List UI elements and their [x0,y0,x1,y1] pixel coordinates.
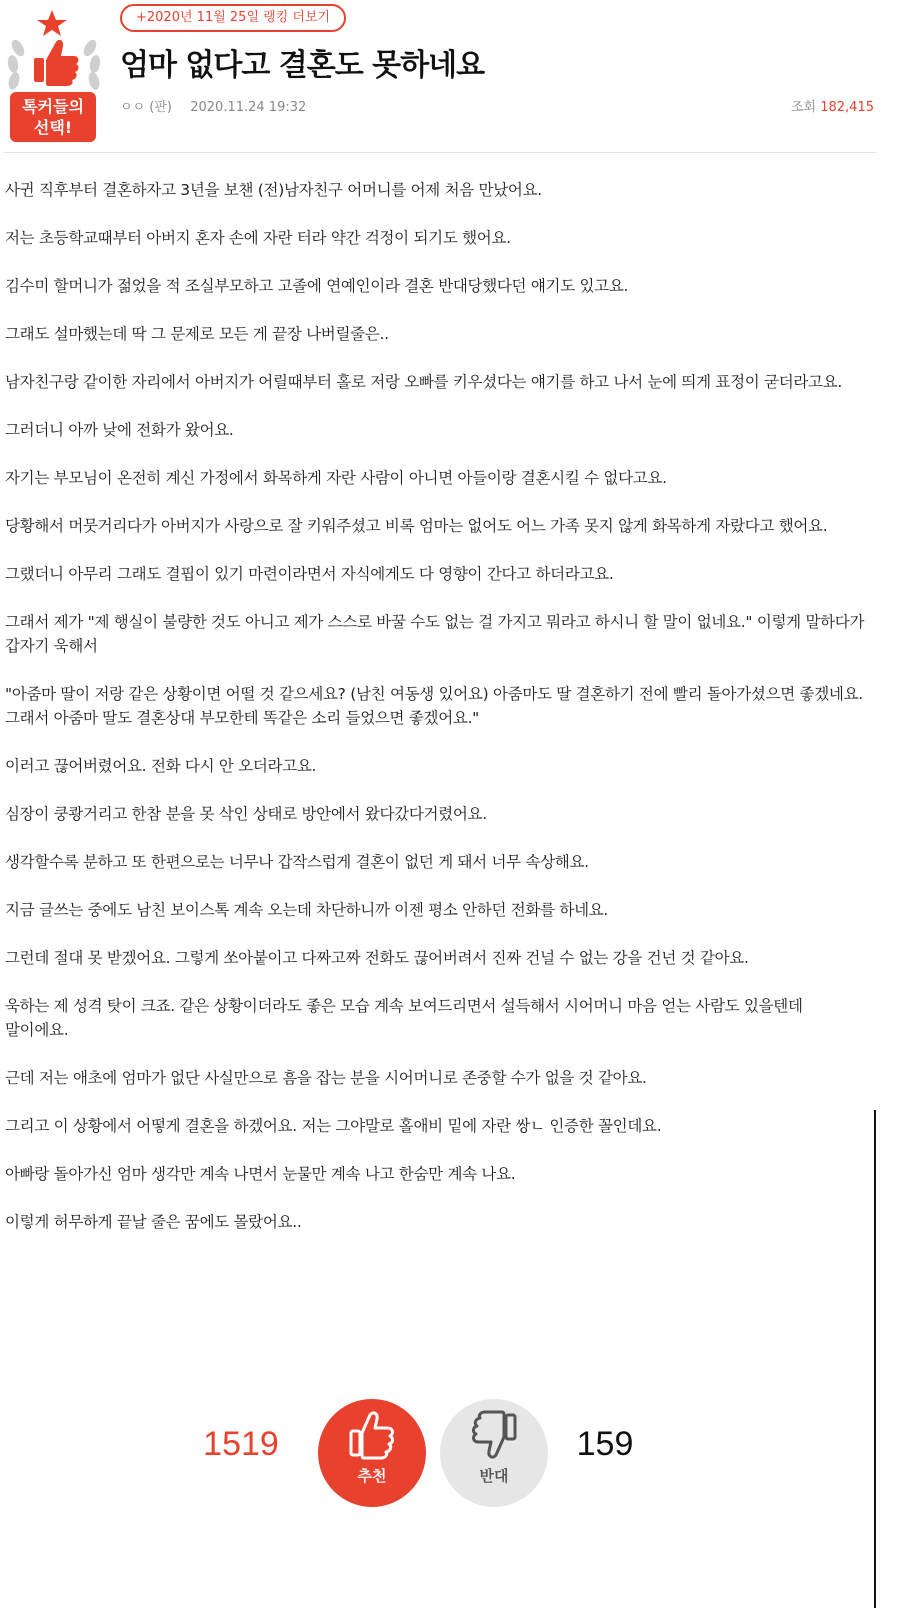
vote-section [0,1395,900,1510]
badge-text: 톡커들의 선택! [22,97,84,137]
body-paragraph: 그랬더니 아무리 그래도 결핍이 있기 마련이라면서 자식에게도 다 영향이 간다고 하더라고요. [5,565,614,583]
body-paragraph: 당황해서 머뭇거리다가 아버지가 사랑으로 잘 키워주셨고 비록 엄마는 없어도 어느 가족 못지 않게 화목하게 자랐다고 했어요. [5,517,828,535]
body-paragraph: 근데 저는 애초에 엄마가 없단 사실만으로 흠을 잡는 분을 시어머니로 존중할 수가 없을 것 같아요. [5,1069,647,1087]
downvote-label: 반대 [479,1467,509,1485]
body-paragraph: 사귄 직후부터 결혼하자고 3년을 보챈 (전)남자친구 어머니를 어제 처음 만났어요. [5,181,542,199]
upvote-button[interactable] [318,1399,426,1507]
upvote-count: 1519 [203,1425,279,1463]
body-paragraph: 이러고 끊어버렸어요. 전화 다시 안 오더라고요. [5,757,317,775]
views-label: 조회 [790,100,817,115]
views-number: 182,415 [820,100,874,115]
downvote-button[interactable] [440,1399,548,1507]
scroll-edge-line [874,1110,876,1608]
body-paragraph: 아빠랑 돌아가신 엄마 생각만 계속 나면서 눈물만 계속 나고 한숨만 계속 나요. [5,1165,516,1183]
body-paragraph: 그러더니 아까 낮에 전화가 왔어요. [5,421,234,439]
header-divider [4,152,876,153]
body-paragraph: 그리고 이 상황에서 어떻게 결혼을 하겠어요. 저는 그야말로 홀애비 밑에 자란 쌍ㄴ 인증한 꼴인데요. [5,1117,662,1135]
body-paragraph: 그런데 절대 못 받겠어요. 그렇게 쏘아붙이고 다짜고짜 전화도 끊어버려서 진짜 건널 수 없는 강을 건넌 것 같아요. [5,949,749,967]
body-paragraph: 욱하는 제 성격 탓이 크죠. 같은 상황이더라도 좋은 모습 계속 보여드리면서 설득해서 시어머니 마음 얻는 사람도 있을텐데 말이에요. [5,997,803,1039]
body-paragraph: 생각할수록 분하고 또 한편으로는 너무나 갑작스럽게 결혼이 없던 게 돼서 너무 속상해요. [5,853,589,871]
star-icon [37,10,67,36]
body-paragraph: 지금 글쓰는 중에도 남친 보이스톡 계속 오는데 차단하니까 이젠 평소 안하던 전화를 하네요. [5,901,609,919]
body-paragraph: 남자친구랑 같이한 자리에서 아버지가 어릴때부터 홀로 저랑 오빠를 키우셨다는 얘기를 하고 나서 눈에 띄게 표정이 굳더라고요. [5,373,843,391]
body-paragraph: 자기는 부모님이 온전히 계신 가정에서 화목하게 자란 사람이 아니면 아들이랑 결혼시킬 수 없다고요. [5,469,667,487]
view-count [791,96,874,115]
body-paragraph: "아줌마 딸이 저랑 같은 상황이면 어떨 것 같으세요? (남친 여동생 있어요) 아줌마도 딸 결혼하기 전에 빨리 돌아가셨으면 좋겠네요. 그래서 아줌마 딸도 결혼상대 부모한테 똑같은 소리 들었으면 좋겠어요." [5,685,863,727]
post-date: 2020.11.24 19:32 [190,100,307,115]
ranking-more-link[interactable]: +2020년 11월 25일 랭킹 더보기 [120,4,346,32]
body-paragraph: 그래서 제가 "제 행실이 불량한 것도 아니고 제가 스스로 바꿀 수도 없는 걸 가지고 뭐라고 하시니 할 말이 없네요." 이렇게 말하다가 갑자기 욱해서 [5,613,865,655]
upvote-label: 추천 [357,1467,387,1485]
thumbs-down-icon [470,1409,518,1461]
post-body [5,178,867,1258]
thumbs-up-icon [348,1409,396,1461]
body-paragraph: 심장이 쿵쾅거리고 한참 분을 못 삭인 상태로 방안에서 왔다갔다거렸어요. [5,805,487,823]
author-name[interactable]: ㅇㅇ (판) [120,100,172,115]
post-meta [120,96,306,115]
body-paragraph: 저는 초등학교때부터 아버지 혼자 손에 자란 터라 약간 걱정이 되기도 했어요. [5,229,511,247]
downvote-count: 159 [576,1425,634,1463]
body-paragraph: 이렇게 허무하게 끝날 줄은 꿈에도 몰랐어요.. [5,1213,302,1231]
post-title: 엄마 없다고 결혼도 못하네요 [120,48,485,83]
toker-choice-badge [4,4,104,146]
thumbs-up-icon [34,40,79,86]
post-header [0,0,900,150]
body-paragraph: 그래도 설마했는데 딱 그 문제로 모든 게 끝장 나버릴줄은.. [5,325,389,343]
body-paragraph: 김수미 할머니가 젊었을 적 조실부모하고 고졸에 연예인이라 결혼 반대당했다던 얘기도 있고요. [5,277,629,295]
